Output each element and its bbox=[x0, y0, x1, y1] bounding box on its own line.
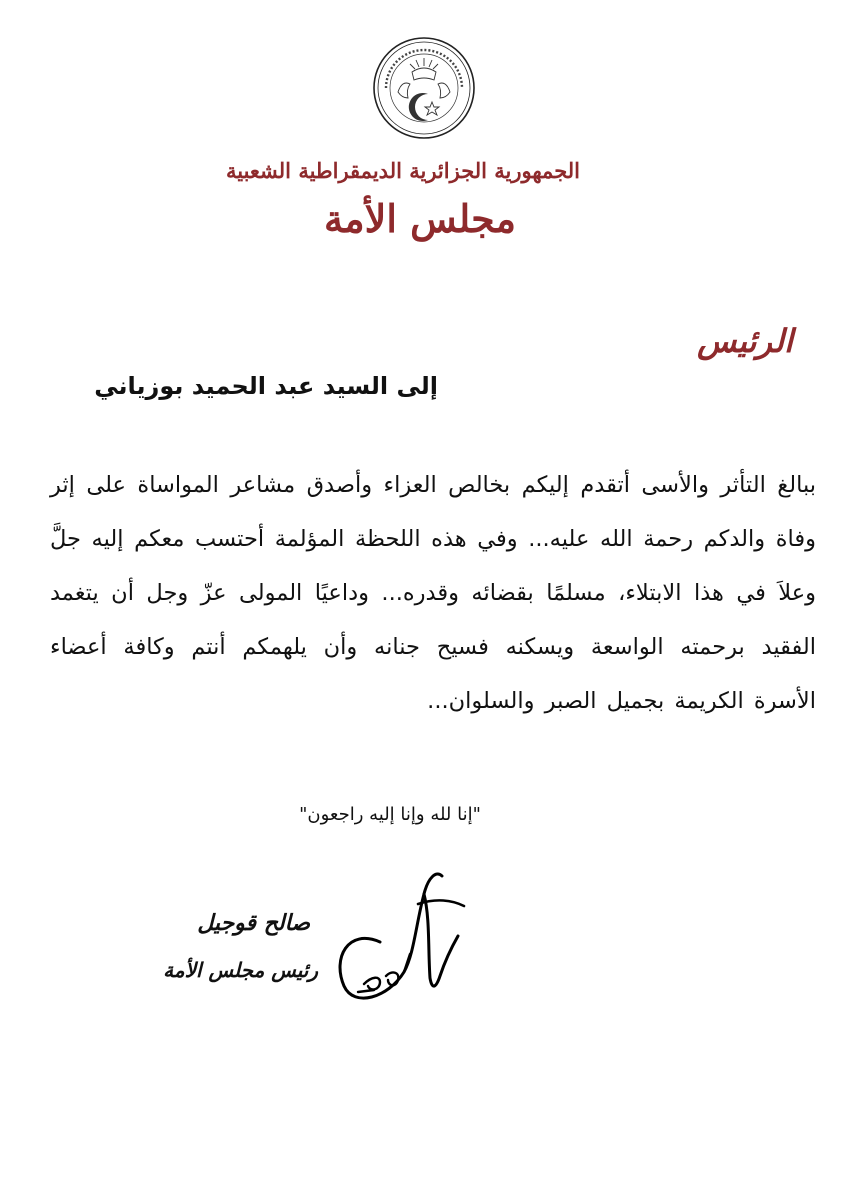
state-seal-emblem bbox=[372, 36, 476, 140]
signer-title: رئيس مجلس الأمة bbox=[163, 958, 318, 982]
quran-quote: "إنا لله وإنا إليه راجعون" bbox=[299, 804, 481, 825]
council-name: مجلس الأمة bbox=[323, 196, 517, 241]
president-label: الرئيس bbox=[697, 322, 793, 360]
republic-name: الجمهورية الجزائرية الديمقراطية الشعبية bbox=[225, 158, 580, 183]
condolence-body: ببالغ التأثر والأسى أتقدم إليكم بخالص العزاء وأصدق مشاعر المواساة على إثر وفاة والدكم رحمة الله عليه... وفي هذه اللحظة المؤلمة أحتسب معكم إليه جلَّ وعلاَ في هذا الابتلاء، مسلمًا بقضائه وقدره... وداعيًا المولى عزّ وجل أن يتغمد الفقيد برحمته الواسعة ويسكنه فسيح جنانه وأن يلهمكم أنتم وكافة أعضاء الأسرة الكريمة بجميل الصبر والسلوان... bbox=[50, 472, 816, 714]
handwritten-signature bbox=[318, 858, 468, 1018]
signer-name: صالح قوجيل bbox=[197, 910, 310, 936]
recipient-line: إلى السيد عبد الحميد بوزياني bbox=[94, 372, 438, 400]
